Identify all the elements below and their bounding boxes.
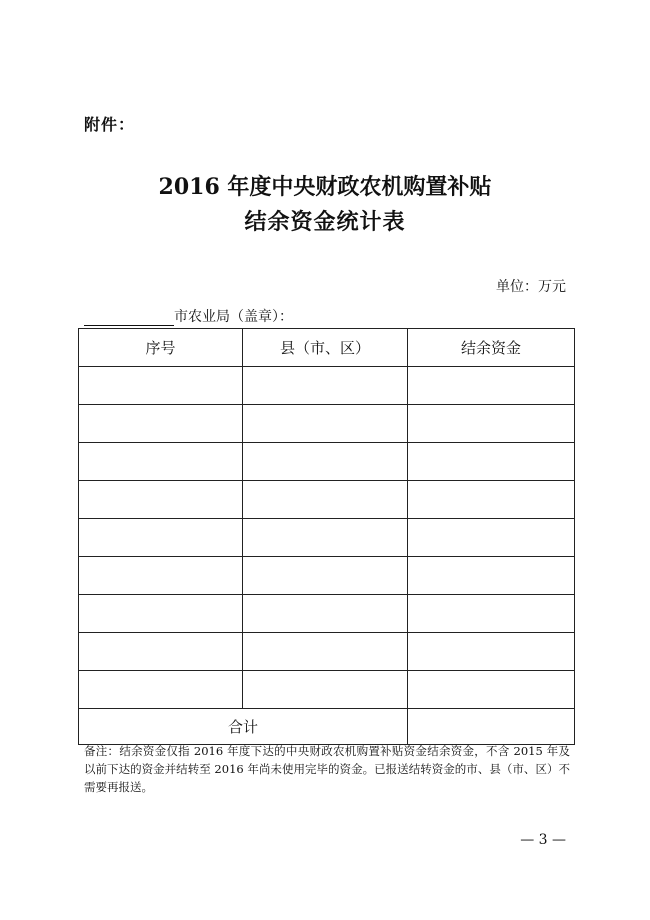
- cell-balance: [408, 367, 575, 405]
- table-header-row: [79, 329, 575, 367]
- cell-county: [243, 595, 408, 633]
- table-row: [79, 557, 575, 595]
- column-header-index: 序号: [79, 329, 243, 367]
- cell-index: [79, 405, 243, 443]
- cell-county: [243, 367, 408, 405]
- cell-index: [79, 557, 243, 595]
- statistics-table: [78, 328, 575, 745]
- table-row: [79, 633, 575, 671]
- bureau-line: [84, 306, 293, 326]
- cell-county: [243, 557, 408, 595]
- cell-index: [79, 443, 243, 481]
- column-header-balance: 结余资金: [408, 329, 575, 367]
- cell-county: [243, 443, 408, 481]
- cell-county: [243, 671, 408, 709]
- cell-index: [79, 595, 243, 633]
- page-number: — 3 —: [520, 832, 566, 848]
- table-body: [79, 367, 575, 709]
- cell-index: [79, 671, 243, 709]
- table-row: [79, 443, 575, 481]
- table-row: [79, 519, 575, 557]
- document-title-line1: 2016 年度中央财政农机购置补贴: [158, 174, 492, 200]
- cell-index: [79, 519, 243, 557]
- table-row: [79, 405, 575, 443]
- total-label: 合计: [79, 709, 408, 745]
- cell-balance: [408, 405, 575, 443]
- cell-balance: [408, 557, 575, 595]
- column-header-county: 县（市、区）: [243, 329, 408, 367]
- cell-balance: [408, 671, 575, 709]
- document-title-line2: 结余资金统计表: [244, 209, 406, 235]
- cell-county: [243, 481, 408, 519]
- cell-index: [79, 481, 243, 519]
- cell-balance: [408, 443, 575, 481]
- table-row: [79, 671, 575, 709]
- cell-balance: [408, 633, 575, 671]
- cell-county: [243, 405, 408, 443]
- bureau-blank-line: [84, 310, 174, 326]
- bureau-label: 市农业局（盖章）：: [174, 309, 293, 325]
- attachment-label: 附件：: [84, 115, 136, 134]
- table-row: [79, 367, 575, 405]
- cell-county: [243, 519, 408, 557]
- table-row: [79, 481, 575, 519]
- cell-county: [243, 633, 408, 671]
- cell-balance: [408, 481, 575, 519]
- footnote: 备注：结余资金仅指 2016 年度下达的中央财政农机购置补贴资金结余资金，不含 2015 年及以前下达的资金并结转至 2016 年尚未使用完毕的资金。已报送结转资金的市、县（市、区）不需要再报送。: [84, 744, 570, 794]
- cell-index: [79, 367, 243, 405]
- table-total-row: [79, 709, 575, 745]
- total-value: [408, 709, 575, 745]
- cell-balance: [408, 595, 575, 633]
- unit-label: 单位：万元: [496, 279, 566, 295]
- table-row: [79, 595, 575, 633]
- cell-index: [79, 633, 243, 671]
- cell-balance: [408, 519, 575, 557]
